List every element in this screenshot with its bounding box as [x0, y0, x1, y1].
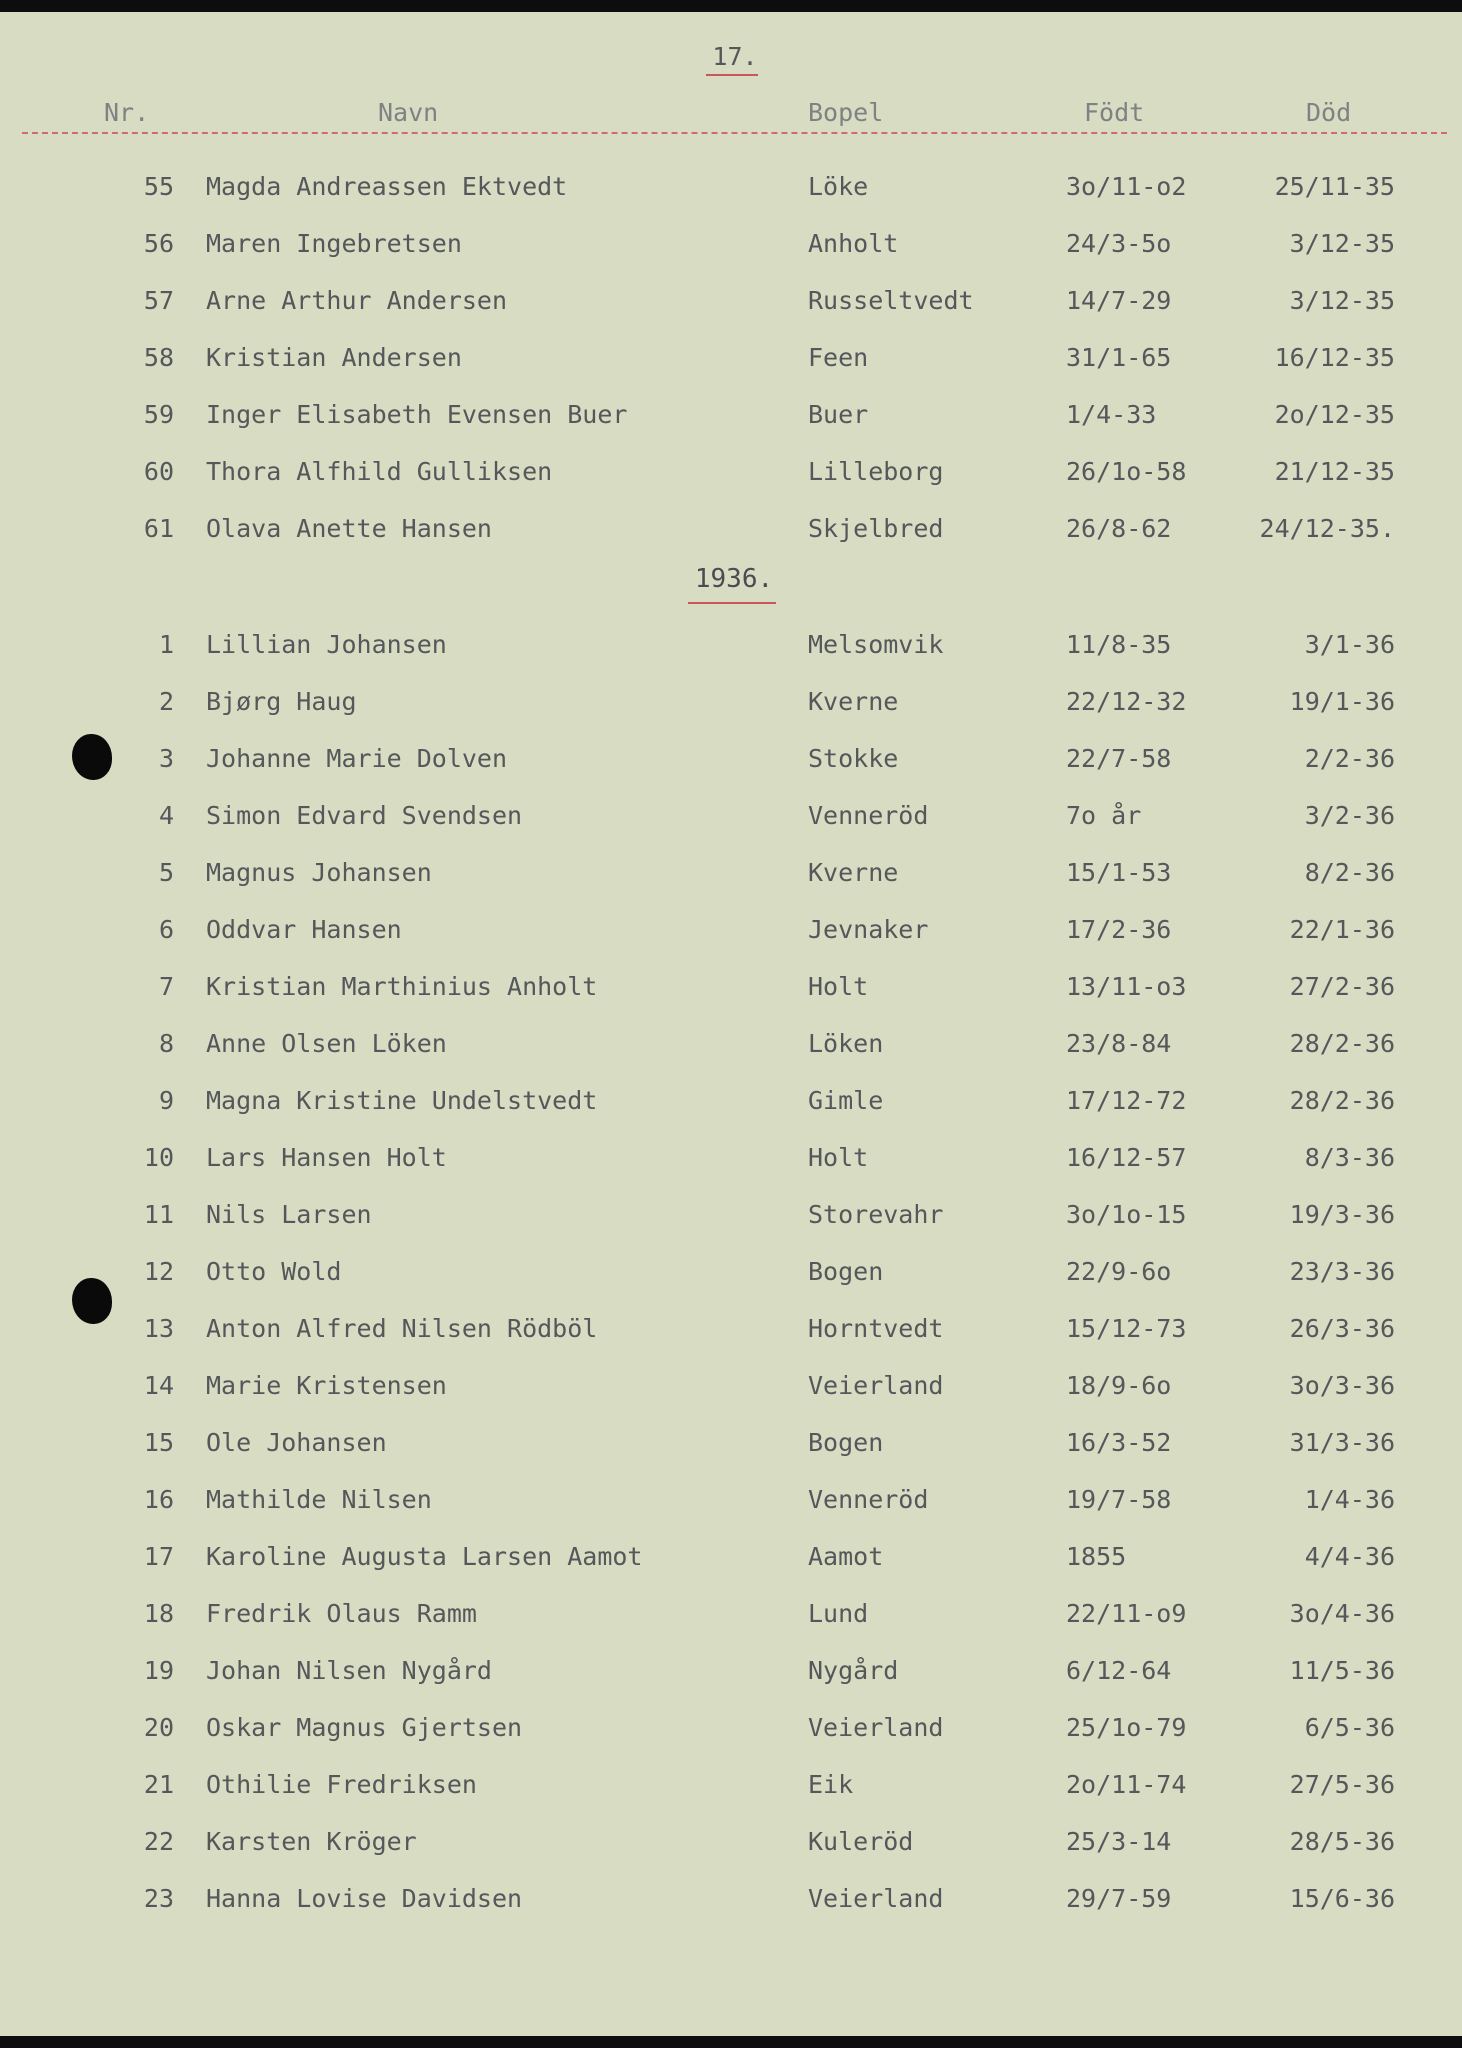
entry-born: 29/7-59 — [1066, 1884, 1172, 1913]
entry-born: 22/11-o9 — [1066, 1599, 1187, 1628]
table-row — [0, 1428, 1462, 1468]
entry-name: Arne Arthur Andersen — [206, 286, 508, 315]
entry-nr: 60 — [143, 457, 174, 486]
entry-died: 11/5-36 — [1289, 1656, 1395, 1685]
entry-died: 3/12-35 — [1289, 229, 1395, 258]
entry-residence: Veierland — [808, 1371, 944, 1400]
entry-residence: Anholt — [808, 229, 899, 258]
entry-name: Magda Andreassen Ektvedt — [206, 172, 568, 201]
table-row — [0, 1827, 1462, 1867]
header-fodt: Födt — [1084, 98, 1145, 127]
entry-name: Kristian Andersen — [206, 343, 462, 372]
header-dod: Död — [1306, 98, 1352, 127]
entry-born: 19/7-58 — [1066, 1485, 1172, 1514]
table-row — [0, 457, 1462, 497]
entry-died: 3/1-36 — [1304, 630, 1395, 659]
entry-born: 2o/11-74 — [1066, 1770, 1187, 1799]
entry-residence: Skjelbred — [808, 514, 944, 543]
table-row — [0, 1770, 1462, 1810]
table-row — [0, 630, 1462, 670]
header-rule — [22, 132, 1447, 134]
entry-residence: Aamot — [808, 1542, 884, 1571]
entry-born: 26/1o-58 — [1066, 457, 1187, 486]
entry-name: Johanne Marie Dolven — [206, 744, 508, 773]
entry-nr: 5 — [158, 858, 174, 887]
entry-name: Inger Elisabeth Evensen Buer — [206, 400, 628, 429]
entry-residence: Holt — [808, 1143, 869, 1172]
entry-born: 15/1-53 — [1066, 858, 1172, 887]
entry-born: 22/9-6o — [1066, 1257, 1172, 1286]
entry-died: 26/3-36 — [1289, 1314, 1395, 1343]
entry-died: 2o/12-35 — [1274, 400, 1395, 429]
entry-born: 14/7-29 — [1066, 286, 1172, 315]
entry-name: Anne Olsen Löken — [206, 1029, 447, 1058]
entry-died: 28/2-36 — [1289, 1029, 1395, 1058]
entry-died: 15/6-36 — [1289, 1884, 1395, 1913]
table-row — [0, 1314, 1462, 1354]
entry-nr: 59 — [143, 400, 174, 429]
table-row — [0, 514, 1462, 554]
entry-nr: 21 — [143, 1770, 174, 1799]
entry-nr: 7 — [158, 972, 174, 1001]
entry-died: 27/2-36 — [1289, 972, 1395, 1001]
entry-residence: Storevahr — [808, 1200, 944, 1229]
table-row — [0, 229, 1462, 269]
year-heading: 1936. — [694, 564, 774, 594]
entry-died: 16/12-35 — [1274, 343, 1395, 372]
entry-nr: 6 — [158, 915, 174, 944]
entry-died: 1/4-36 — [1304, 1485, 1395, 1514]
entry-residence: Melsomvik — [808, 630, 944, 659]
entry-born: 25/3-14 — [1066, 1827, 1172, 1856]
entry-nr: 11 — [143, 1200, 174, 1229]
entry-born: 24/3-5o — [1066, 229, 1172, 258]
entry-born: 16/12-57 — [1066, 1143, 1187, 1172]
punch-hole — [72, 1278, 112, 1324]
entry-residence: Gimle — [808, 1086, 884, 1115]
table-row — [0, 858, 1462, 898]
table-row — [0, 1884, 1462, 1924]
entry-nr: 8 — [158, 1029, 174, 1058]
entry-residence: Horntvedt — [808, 1314, 944, 1343]
entry-name: Johan Nilsen Nygård — [206, 1656, 492, 1685]
entry-died: 21/12-35 — [1274, 457, 1395, 486]
entry-nr: 17 — [143, 1542, 174, 1571]
entry-residence: Kuleröd — [808, 1827, 914, 1856]
table-row — [0, 1656, 1462, 1696]
entry-residence: Löke — [808, 172, 869, 201]
entry-died: 3/2-36 — [1304, 801, 1395, 830]
entry-born: 11/8-35 — [1066, 630, 1172, 659]
entry-died: 8/2-36 — [1304, 858, 1395, 887]
entry-died: 6/5-36 — [1304, 1713, 1395, 1742]
entry-nr: 13 — [143, 1314, 174, 1343]
table-row — [0, 400, 1462, 440]
entry-born: 25/1o-79 — [1066, 1713, 1187, 1742]
entry-nr: 56 — [143, 229, 174, 258]
punch-hole — [72, 734, 112, 780]
entry-born: 16/3-52 — [1066, 1428, 1172, 1457]
entry-name: Lars Hansen Holt — [206, 1143, 447, 1172]
entry-name: Otto Wold — [206, 1257, 342, 1286]
entry-died: 25/11-35 — [1274, 172, 1395, 201]
entry-residence: Jevnaker — [808, 915, 929, 944]
page-number-underline — [706, 74, 758, 76]
entry-died: 28/5-36 — [1289, 1827, 1395, 1856]
entry-born: 3o/11-o2 — [1066, 172, 1187, 201]
entry-residence: Kverne — [808, 858, 899, 887]
entry-born: 17/12-72 — [1066, 1086, 1187, 1115]
entry-name: Maren Ingebretsen — [206, 229, 462, 258]
entry-nr: 4 — [158, 801, 174, 830]
entry-died: 22/1-36 — [1289, 915, 1395, 944]
table-row — [0, 687, 1462, 727]
entry-name: Magnus Johansen — [206, 858, 432, 887]
entry-name: Magna Kristine Undelstvedt — [206, 1086, 598, 1115]
table-row — [0, 343, 1462, 383]
table-row — [0, 801, 1462, 841]
entry-name: Ole Johansen — [206, 1428, 387, 1457]
entry-born: 3o/1o-15 — [1066, 1200, 1187, 1229]
entry-residence: Löken — [808, 1029, 884, 1058]
entry-name: Fredrik Olaus Ramm — [206, 1599, 477, 1628]
entry-name: Olava Anette Hansen — [206, 514, 492, 543]
entry-died: 4/4-36 — [1304, 1542, 1395, 1571]
entry-nr: 12 — [143, 1257, 174, 1286]
entry-name: Othilie Fredriksen — [206, 1770, 477, 1799]
table-row — [0, 744, 1462, 784]
entry-nr: 57 — [143, 286, 174, 315]
table-row — [0, 172, 1462, 212]
entry-residence: Veierland — [808, 1884, 944, 1913]
entry-residence: Lund — [808, 1599, 869, 1628]
entry-died: 28/2-36 — [1289, 1086, 1395, 1115]
entry-nr: 58 — [143, 343, 174, 372]
entry-nr: 23 — [143, 1884, 174, 1913]
entry-nr: 18 — [143, 1599, 174, 1628]
entry-residence: Venneröd — [808, 1485, 929, 1514]
entry-born: 15/12-73 — [1066, 1314, 1187, 1343]
entry-died: 23/3-36 — [1289, 1257, 1395, 1286]
table-row — [0, 1485, 1462, 1525]
table-row — [0, 1257, 1462, 1297]
entry-name: Thora Alfhild Gulliksen — [206, 457, 553, 486]
entry-nr: 3 — [158, 744, 174, 773]
header-navn: Navn — [378, 98, 439, 127]
entry-nr: 10 — [143, 1143, 174, 1172]
entry-died: 31/3-36 — [1289, 1428, 1395, 1457]
entry-nr: 1 — [158, 630, 174, 659]
entry-residence: Bogen — [808, 1257, 884, 1286]
entry-name: Anton Alfred Nilsen Rödböl — [206, 1314, 598, 1343]
table-row — [0, 915, 1462, 955]
entry-nr: 22 — [143, 1827, 174, 1856]
entry-name: Marie Kristensen — [206, 1371, 447, 1400]
entry-name: Mathilde Nilsen — [206, 1485, 432, 1514]
entry-born: 26/8-62 — [1066, 514, 1172, 543]
table-row — [0, 1143, 1462, 1183]
table-row — [0, 972, 1462, 1012]
header-nr: Nr. — [104, 98, 150, 127]
entry-name: Lillian Johansen — [206, 630, 447, 659]
entry-name: Oddvar Hansen — [206, 915, 402, 944]
table-row — [0, 1713, 1462, 1753]
entry-died: 19/1-36 — [1289, 687, 1395, 716]
entry-residence: Eik — [808, 1770, 854, 1799]
table-row — [0, 1086, 1462, 1126]
entry-died: 19/3-36 — [1289, 1200, 1395, 1229]
entry-residence: Veierland — [808, 1713, 944, 1742]
entry-nr: 55 — [143, 172, 174, 201]
page-number: 17. — [712, 42, 758, 71]
entry-name: Simon Edvard Svendsen — [206, 801, 523, 830]
entry-nr: 9 — [158, 1086, 174, 1115]
entry-residence: Feen — [808, 343, 869, 372]
entry-residence: Lilleborg — [808, 457, 944, 486]
entry-born: 7o år — [1066, 801, 1142, 830]
entry-born: 13/11-o3 — [1066, 972, 1187, 1001]
table-row — [0, 1371, 1462, 1411]
entry-name: Hanna Lovise Davidsen — [206, 1884, 523, 1913]
entry-name: Kristian Marthinius Anholt — [206, 972, 598, 1001]
entry-died: 24/12-35. — [1259, 514, 1395, 543]
entry-died: 3/12-35 — [1289, 286, 1395, 315]
year-heading-underline — [688, 602, 776, 604]
entry-residence: Nygård — [808, 1656, 899, 1685]
entry-born: 6/12-64 — [1066, 1656, 1172, 1685]
entry-nr: 20 — [143, 1713, 174, 1742]
table-row — [0, 1542, 1462, 1582]
entry-nr: 2 — [158, 687, 174, 716]
entry-name: Bjørg Haug — [206, 687, 357, 716]
entry-died: 8/3-36 — [1304, 1143, 1395, 1172]
entry-born: 1855 — [1066, 1542, 1127, 1571]
entry-name: Oskar Magnus Gjertsen — [206, 1713, 523, 1742]
entry-died: 27/5-36 — [1289, 1770, 1395, 1799]
entry-name: Karoline Augusta Larsen Aamot — [206, 1542, 643, 1571]
entry-born: 23/8-84 — [1066, 1029, 1172, 1058]
entry-residence: Venneröd — [808, 801, 929, 830]
entry-died: 2/2-36 — [1304, 744, 1395, 773]
entry-born: 1/4-33 — [1066, 400, 1157, 429]
entry-died: 3o/4-36 — [1289, 1599, 1395, 1628]
entry-nr: 15 — [143, 1428, 174, 1457]
entry-residence: Holt — [808, 972, 869, 1001]
entry-name: Karsten Kröger — [206, 1827, 417, 1856]
header-bopel: Bopel — [808, 98, 884, 127]
entry-born: 22/12-32 — [1066, 687, 1187, 716]
table-row — [0, 286, 1462, 326]
entry-born: 18/9-6o — [1066, 1371, 1172, 1400]
entry-residence: Kverne — [808, 687, 899, 716]
entry-nr: 16 — [143, 1485, 174, 1514]
entry-residence: Russeltvedt — [808, 286, 974, 315]
entry-nr: 14 — [143, 1371, 174, 1400]
entry-nr: 19 — [143, 1656, 174, 1685]
table-row — [0, 1599, 1462, 1639]
entry-born: 31/1-65 — [1066, 343, 1172, 372]
entry-nr: 61 — [143, 514, 174, 543]
entry-residence: Buer — [808, 400, 869, 429]
table-row — [0, 1029, 1462, 1069]
entry-died: 3o/3-36 — [1289, 1371, 1395, 1400]
entry-residence: Bogen — [808, 1428, 884, 1457]
entry-born: 17/2-36 — [1066, 915, 1172, 944]
table-row — [0, 1200, 1462, 1240]
register-page — [0, 12, 1462, 2036]
entry-residence: Stokke — [808, 744, 899, 773]
entry-name: Nils Larsen — [206, 1200, 372, 1229]
entry-born: 22/7-58 — [1066, 744, 1172, 773]
